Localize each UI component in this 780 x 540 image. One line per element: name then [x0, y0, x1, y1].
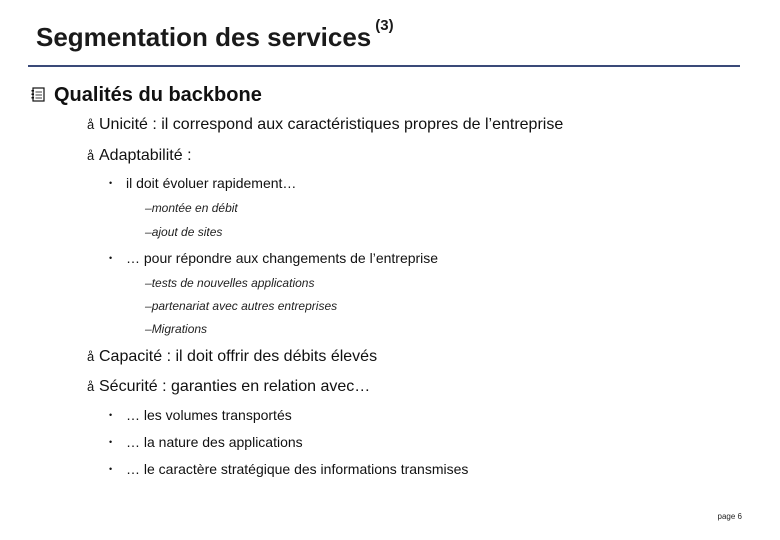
title-divider: [28, 65, 740, 67]
checkmark-bullet-icon: å: [87, 379, 95, 394]
detail-item: –ajout de sites: [145, 225, 223, 239]
dot-bullet-icon: •: [109, 178, 113, 188]
sub-bullet: • … pour répondre aux changements de l’entreprise: [109, 250, 439, 266]
sub-bullet: • … le caractère stratégique des informations transmises: [109, 461, 469, 477]
notepad-icon: [30, 85, 46, 101]
dot-bullet-icon: •: [109, 253, 113, 263]
slide-title: [36, 17, 394, 53]
section-heading-text: Qualités du backbone: [54, 84, 262, 106]
checkmark-bullet-icon: å: [87, 117, 95, 132]
detail-item: –tests de nouvelles applications: [145, 276, 315, 290]
sub-bullet: • … les volumes transportés: [109, 407, 292, 423]
dash-bullet-icon: –: [145, 276, 152, 290]
dash-bullet-icon: –: [145, 201, 152, 215]
bullet-adaptabilite: å Adaptabilité :: [87, 147, 192, 164]
detail-item: –partenariat avec autres entreprises: [145, 299, 338, 313]
dash-bullet-icon: –: [145, 322, 152, 336]
detail-item: –montée en débit: [145, 201, 238, 215]
dash-bullet-icon: –: [145, 299, 152, 313]
dot-bullet-icon: •: [109, 437, 113, 447]
dot-bullet-icon: •: [109, 410, 113, 420]
checkmark-bullet-icon: å: [87, 349, 95, 364]
sub-bullet: • il doit évoluer rapidement…: [109, 175, 297, 191]
bullet-securite: å Sécurité : garanties en relation avec…: [87, 378, 371, 395]
detail-item: –Migrations: [145, 322, 208, 336]
bullet-unicite: å Unicité : il correspond aux caractéristiques propres de l’entreprise: [87, 116, 564, 133]
section-heading: [30, 84, 262, 107]
dash-bullet-icon: –: [145, 225, 152, 239]
title-number: (3): [375, 17, 394, 35]
bullet-capacite: å Capacité : il doit offrir des débits élevés: [87, 348, 378, 365]
title-text: Segmentation des services: [36, 22, 372, 52]
sub-bullet: • … la nature des applications: [109, 434, 303, 450]
page-number: page 6: [717, 512, 742, 521]
checkmark-bullet-icon: å: [87, 148, 95, 163]
dot-bullet-icon: •: [109, 464, 113, 474]
